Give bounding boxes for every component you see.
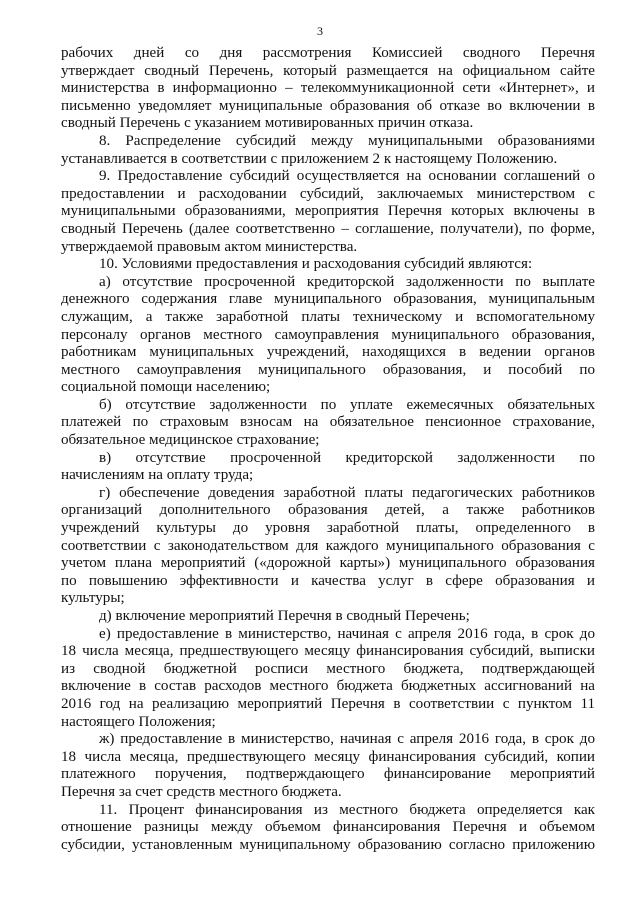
text-line: платежного поручения, подтверждающего финансирование мероприятий [61, 766, 595, 783]
text-line: е) предоставление в министерство, начиная с апреля 2016 года, в срок до [99, 625, 595, 642]
text-line: устанавливается в соответствии с приложением 2 к настоящему Положению. [61, 150, 558, 167]
text-line: 10. Условиями предоставления и расходования субсидий являются: [99, 256, 533, 273]
page-number: 3 [317, 24, 323, 38]
text-line: настоящего Положения; [61, 713, 216, 730]
text-line: по повышению эффективности и качества услуг в сфере образования и [61, 572, 595, 589]
text-line: письменно уведомляет муниципальные образования об отказе во включении в [61, 97, 595, 114]
text-line: соответствии с законодательством для каждого муниципального образования с [61, 537, 595, 554]
text-line: ж) предоставление в министерство, начиная с апреля 2016 года, в срок до [99, 731, 595, 748]
text-line: 2016 год на реализацию мероприятий Перечня в соответствии с пунктом 11 [61, 695, 595, 712]
text-line: утверждаемой правовым актом министерства. [61, 238, 358, 255]
text-line: Перечня за счет средств местного бюджета. [61, 783, 342, 800]
text-line: социальной помощи населению; [61, 379, 271, 396]
text-line: сводный Перечень (далее соответственно – соглашение, получатели), по форме, [61, 220, 595, 237]
text-line: работникам муниципальных учреждений, находящихся в ведении органов [61, 344, 595, 361]
text-line: включение в состав расходов местного бюджета бюджетных ассигнований на [61, 678, 595, 695]
text-line: денежного содержания главе муниципального образования, муниципальным [61, 291, 595, 308]
text-line: 18 числа месяца, предшествующего месяцу финансирования субсидий, выписки [61, 643, 595, 660]
text-line: предоставлении и расходовании субсидий, заключаемых министерством с [61, 185, 595, 202]
text-line: г) обеспечение доведения заработной платы педагогических работников [99, 484, 595, 501]
text-line: организаций дополнительного образования детей, а также работников [61, 502, 595, 519]
text-line: б) отсутствие задолженности по уплате ежемесячных обязательных [99, 396, 595, 413]
text-line: субсидии, установленным муниципальному образованию согласно приложению [61, 836, 595, 853]
text-line: утверждает сводный Перечень, который размещается на официальном сайте [61, 62, 595, 79]
text-line: 8. Распределение субсидий между муниципальными образованиями [99, 132, 595, 149]
text-line: учетом плана мероприятий («дорожной карты») муниципального образования [61, 555, 595, 572]
text-line: министерства в информационно – телекоммуникационной сети «Интернет», и [61, 80, 595, 97]
text-line: рабочих дней со дня рассмотрения Комиссией сводного Перечня [61, 45, 595, 61]
text-line: начислениям на оплату труда; [61, 467, 254, 484]
text-line: местного самоуправления муниципального образования, и пособий по [61, 361, 595, 378]
text-line: персоналу органов местного самоуправления муниципального образования, [61, 326, 595, 343]
text-line: из сводной бюджетной росписи местного бюджета, подтверждающей [61, 660, 595, 677]
text-line: д) включение мероприятий Перечня в сводный Перечень; [99, 608, 470, 624]
text-line: 18 числа месяца, предшествующего месяцу финансирования субсидий, копии [61, 748, 595, 765]
text-line: а) отсутствие просроченной кредиторской задолженности по выплате [99, 273, 595, 290]
document-body [61, 45, 595, 854]
text-line: обязательное медицинское страхование; [61, 432, 320, 449]
text-line: культуры; [61, 590, 125, 607]
text-line: 9. Предоставление субсидий осуществляется на основании соглашений о [99, 168, 595, 185]
text-line: учреждений культуры до уровня заработной платы, определенного в [61, 520, 595, 537]
text-line: 11. Процент финансирования из местного бюджета определяется как [99, 801, 595, 818]
text-line: отношение разницы между объемом финансирования Перечня и объемом [61, 819, 595, 836]
text-line: служащим, а также заработной платы техническому и вспомогательному [61, 308, 595, 325]
text-line: сводный Перечень с указанием мотивированных причин отказа. [61, 115, 474, 132]
text-line: платежей по страховым взносам на обязательное пенсионное страхование, [61, 414, 595, 431]
text-line: в) отсутствие просроченной кредиторской задолженности по [99, 449, 595, 466]
text-line: муниципальными образованиями, мероприятия Перечня которых включены в [61, 203, 595, 220]
